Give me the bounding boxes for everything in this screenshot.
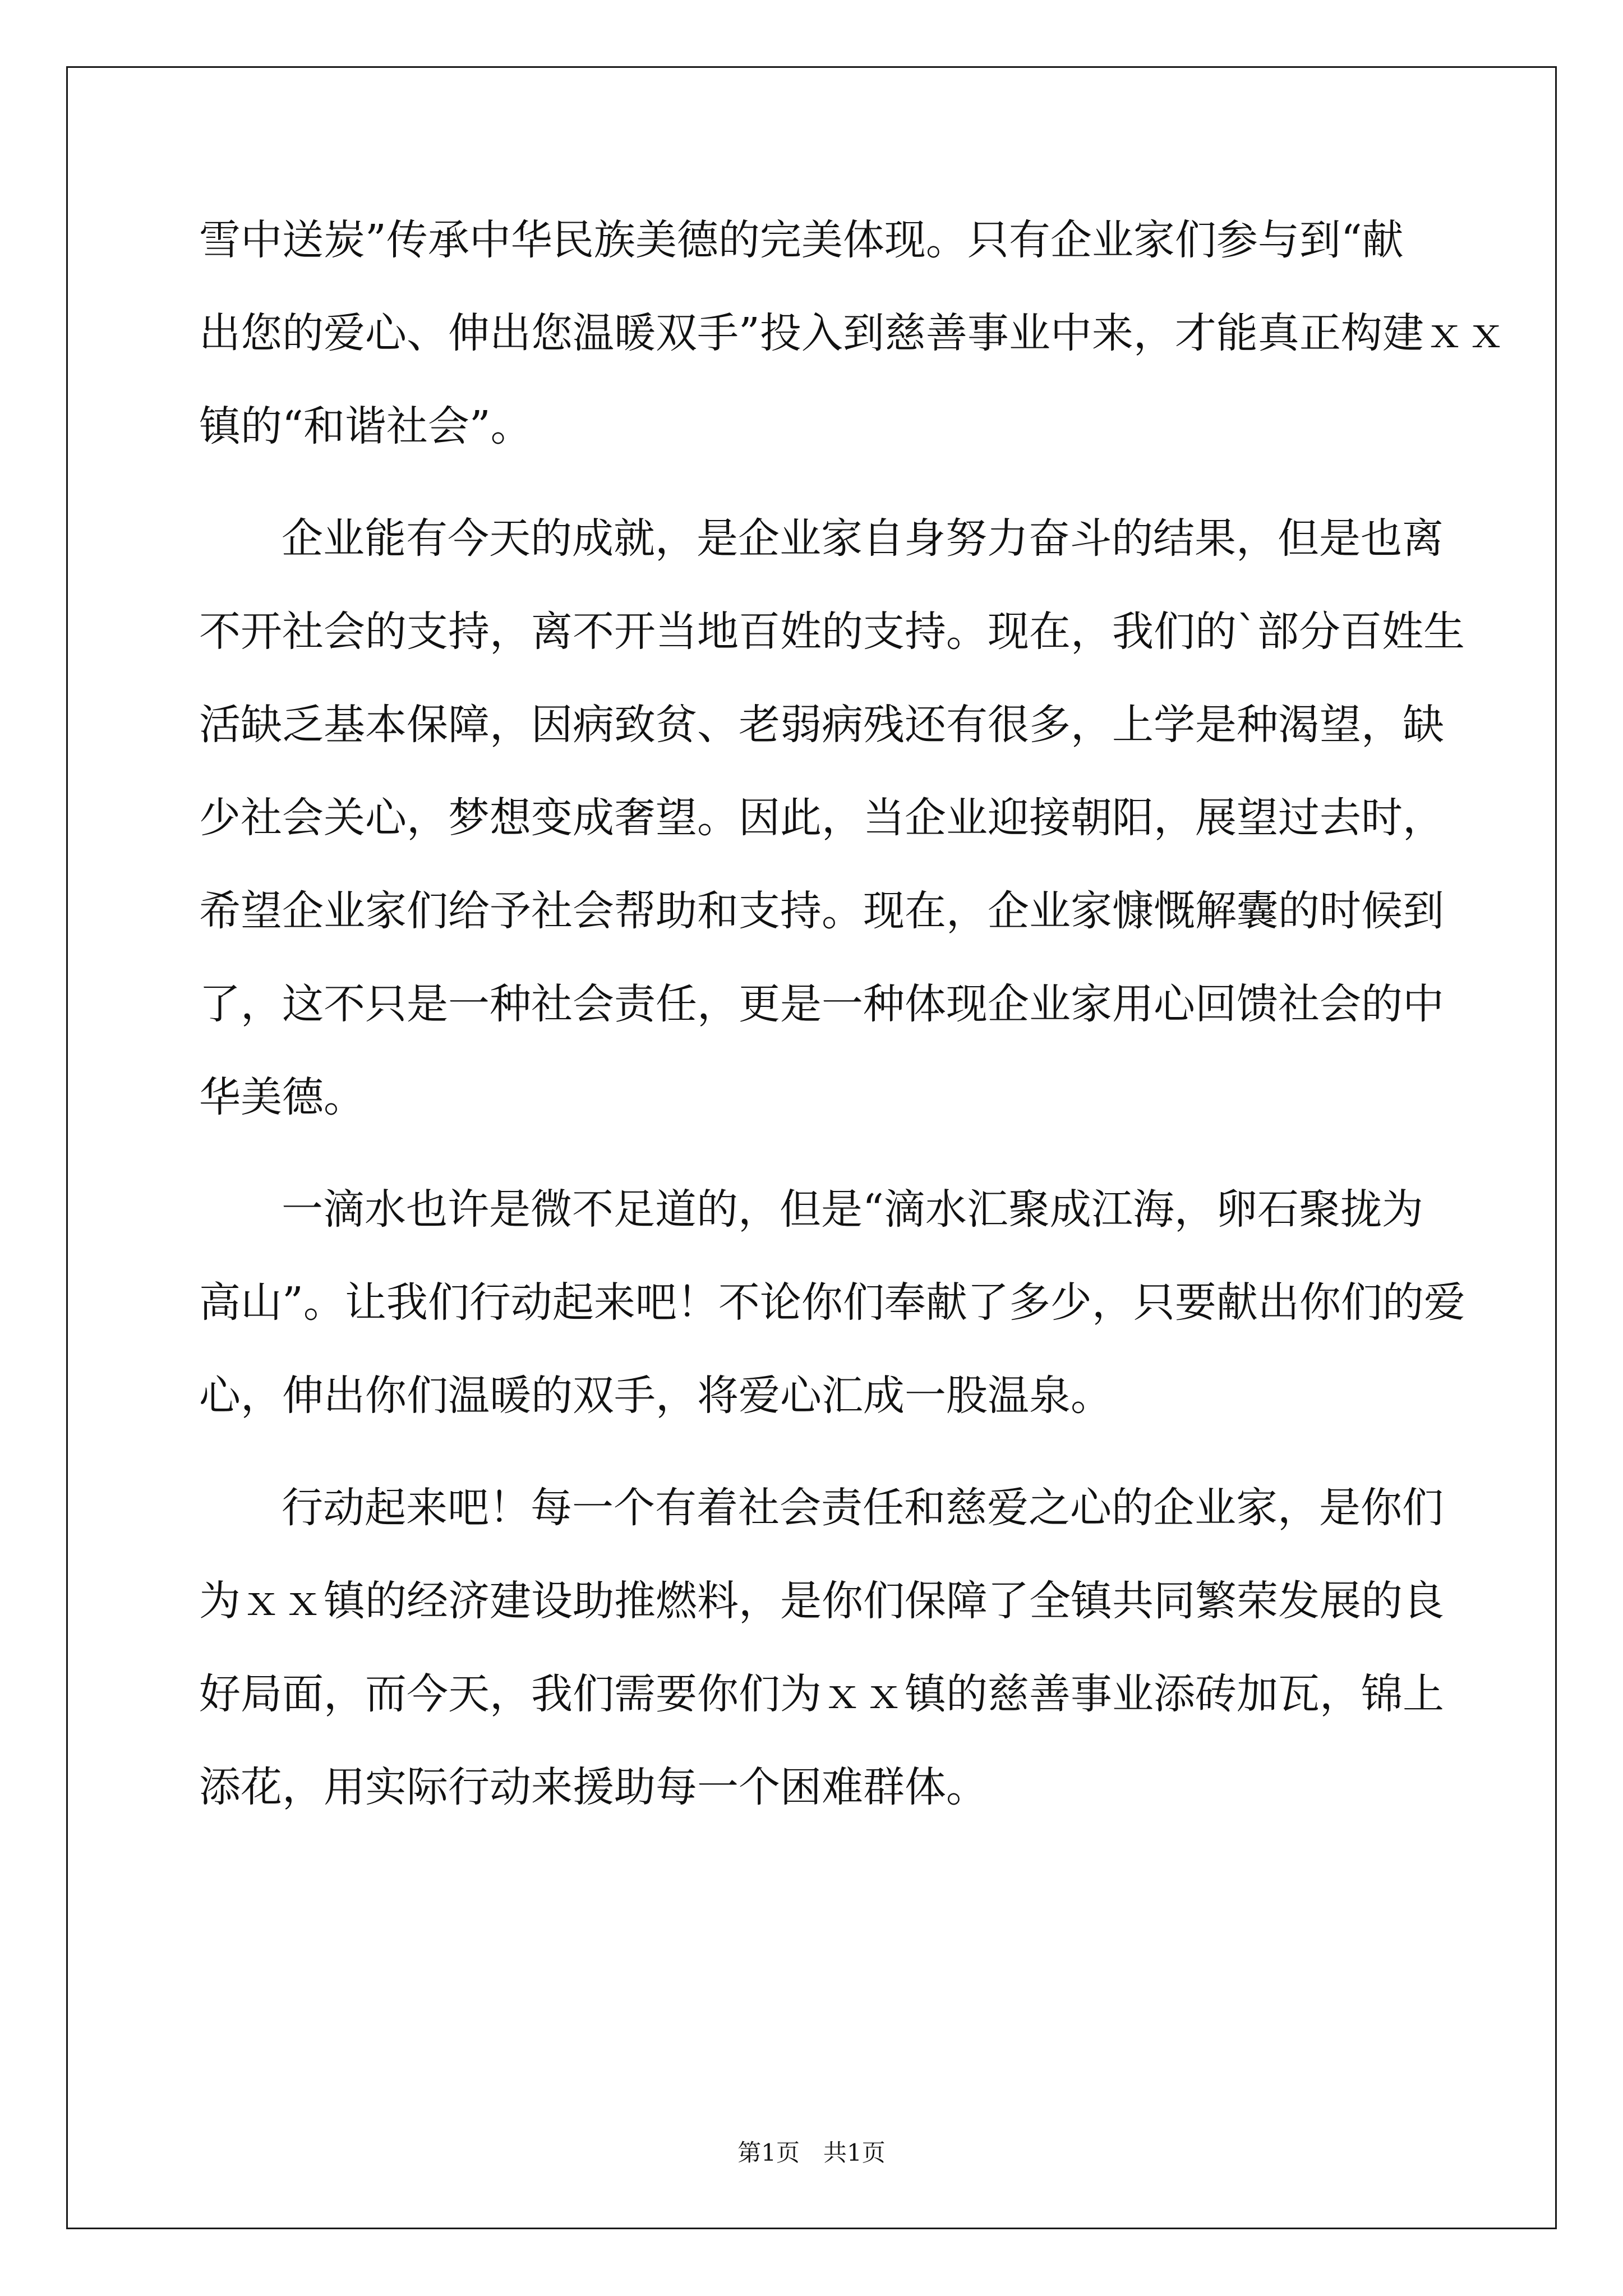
page-number-footer: 第1页 共1页 [737, 2139, 886, 2166]
text-line: 添花，用实际行动来援助每一个困难群体。 [199, 1763, 988, 1811]
text-line: 希望企业家们给予社会帮助和支持。现在，企业家慷慨解囊的时候到 [199, 887, 1444, 935]
text-line: 为ｘｘ镇的经济建设助推燃料，是你们保障了全镇共同繁荣发展的良 [199, 1577, 1444, 1625]
text-line: 雪中送炭”传承中华民族美德的完美体现。只有企业家们参与到“献 [199, 216, 1404, 264]
text-line: 少社会关心，梦想变成奢望。因此，当企业迎接朝阳，展望过去时， [199, 794, 1444, 842]
text-line: 活缺乏基本保障，因病致贫、老弱病残还有很多，上学是种渴望，缺 [199, 701, 1444, 749]
page-frame [66, 66, 1557, 2229]
text-line: 了，这不只是一种社会责任，更是一种体现企业家用心回馈社会的中 [199, 980, 1444, 1028]
paragraph-start-line: 一滴水也许是微不足道的，但是“滴水汇聚成江海，卵石聚拢为 [282, 1185, 1423, 1234]
text-line: 镇的“和谐社会”。 [199, 402, 532, 450]
text-line: 好局面，而今天，我们需要你们为ｘｘ镇的慈善事业添砖加瓦，锦上 [199, 1670, 1444, 1718]
text-line: 高山”。让我们行动起来吧！不论你们奉献了多少，只要献出你们的爱 [199, 1278, 1465, 1327]
text-line: 心，伸出你们温暖的双手，将爱心汇成一股温泉。 [199, 1372, 1112, 1420]
text-line: 华美德。 [199, 1073, 365, 1121]
text-line: 出您的爱心、伸出您温暖双手”投入到慈善事业中来，才能真正构建ｘｘ [199, 309, 1507, 357]
paragraph-start-line: 企业能有今天的成就，是企业家自身努力奋斗的结果，但是也离 [282, 514, 1444, 563]
paragraph-start-line: 行动起来吧！每一个有着社会责任和慈爱之心的企业家，是你们 [282, 1484, 1444, 1532]
text-line: 不开社会的支持，离不开当地百姓的支持。现在，我们的`部分百姓生 [199, 608, 1465, 656]
